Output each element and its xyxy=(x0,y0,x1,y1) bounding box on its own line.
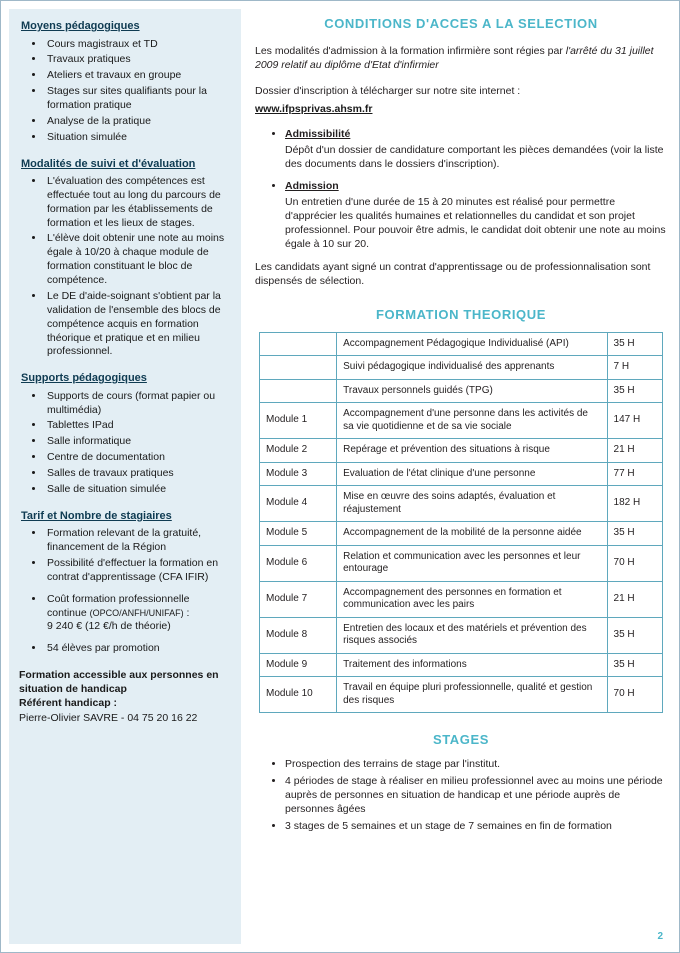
list-item: • Situation simulée xyxy=(45,131,231,145)
modalites-text: Les modalités d'admission à la formation infirmière sont régies par xyxy=(255,45,566,58)
table-row xyxy=(260,617,663,653)
list-stages xyxy=(255,757,667,833)
cell-heures: 70 H xyxy=(607,545,662,581)
cell-module: Module 8 xyxy=(260,617,337,653)
cell-heures: 21 H xyxy=(607,581,662,617)
cout-valeur: 9 240 € (12 €/h de théorie) xyxy=(47,620,171,633)
cell-libelle: Travaux personnels guidés (TPG) xyxy=(337,379,607,403)
cell-libelle: Repérage et prévention des situations à risque xyxy=(337,439,607,463)
dossier-label: Dossier d'inscription à télécharger sur notre site internet : xyxy=(255,84,521,97)
cell-libelle: Evaluation de l'état clinique d'une personne xyxy=(337,462,607,486)
list-item-admissibilite xyxy=(285,127,667,171)
cell-heures: 35 H xyxy=(607,617,662,653)
cell-heures: 21 H xyxy=(607,439,662,463)
handicap-referent-contact: Pierre-Olivier SAVRE - 04 75 20 16 22 xyxy=(19,711,198,724)
cell-libelle: Accompagnement d'une personne dans les activités de sa vie quotidienne et de sa vie sociale xyxy=(337,403,607,439)
cell-heures: 35 H xyxy=(607,379,662,403)
cell-libelle: Mise en œuvre des soins adaptés, évaluation et réajustement xyxy=(337,486,607,522)
table-row xyxy=(260,332,663,356)
list-item: • Analyse de la pratique xyxy=(45,115,231,129)
label-admission: Admission xyxy=(285,179,339,192)
handicap-block xyxy=(19,668,231,725)
cell-heures: 70 H xyxy=(607,677,662,713)
paragraph-modalites-admission xyxy=(255,44,667,72)
list-item: • Cours magistraux et TD xyxy=(45,38,231,52)
cell-heures: 147 H xyxy=(607,403,662,439)
cell-heures: 35 H xyxy=(607,653,662,677)
heading-supports-pedagogiques: Supports pédagogiques xyxy=(21,372,147,385)
list-moyens-pedagogiques xyxy=(19,38,231,145)
cell-module: Module 1 xyxy=(260,403,337,439)
list-item-admission xyxy=(285,179,667,251)
cell-libelle: Entretien des locaux et des matériels et prévention des risques associés xyxy=(337,617,607,653)
cell-libelle: Travail en équipe pluri professionnelle, qualité et gestion des risques xyxy=(337,677,607,713)
handicap-referent-label: Référent handicap : xyxy=(19,697,118,710)
title-stages: STAGES xyxy=(432,732,490,748)
list-item: • Supports de cours (format papier ou multimédia) xyxy=(45,390,231,418)
table-row xyxy=(260,677,663,713)
cell-module xyxy=(260,332,337,356)
site-web-link[interactable]: www.ifpsprivas.ahsm.fr xyxy=(255,102,373,115)
table-row xyxy=(260,439,663,463)
cell-module: Module 2 xyxy=(260,439,337,463)
list-item: • Prospection des terrains de stage par l'institut. xyxy=(285,757,667,771)
list-item: • Salle de situation simulée xyxy=(45,483,231,497)
list-item: • 4 périodes de stage à réaliser en milieu professionnel avec au moins une période auprès de personnes en situation de handicap et une période auprès de personnes âgées xyxy=(285,774,667,816)
list-item: • Le DE d'aide-soignant s'obtient par la validation de l'ensemble des blocs de compétence acquis en formation théorique et pratique et en milieu professionnel. xyxy=(45,290,231,359)
paragraph-apprentissage: Les candidats ayant signé un contrat d'apprentissage ou de professionnalisation sont dispensés de sélection. xyxy=(255,261,651,288)
cell-libelle: Accompagnement des personnes en formation et communication avec les pairs xyxy=(337,581,607,617)
page-body xyxy=(1,1,679,952)
list-item: • Possibilité d'effectuer la formation en contrat d'apprentissage (CFA IFIR) xyxy=(45,557,231,585)
cell-module xyxy=(260,379,337,403)
list-item: • L'élève doit obtenir une note au moins égale à 10/20 à chaque module de formation constituant le bloc de compétence. xyxy=(45,232,231,287)
heading-modalites-suivi: Modalités de suivi et d'évaluation xyxy=(21,157,196,170)
modalites-arrete: l'arrêté du 31 juillet 2009 relatif au diplôme d'Etat d'infirmier xyxy=(255,45,654,72)
list-item: • Salles de travaux pratiques xyxy=(45,467,231,481)
list-item: • Stages sur sites qualifiants pour la formation pratique xyxy=(45,85,231,113)
list-item: • Salle informatique xyxy=(45,435,231,449)
cell-heures: 7 H xyxy=(607,356,662,380)
cell-module: Module 4 xyxy=(260,486,337,522)
cell-libelle: Suivi pédagogique individualisé des apprenants xyxy=(337,356,607,380)
table-row xyxy=(260,522,663,546)
table-row xyxy=(260,356,663,380)
cell-libelle: Accompagnement Pédagogique Individualisé (API) xyxy=(337,332,607,356)
cell-libelle: Accompagnement de la mobilité de la personne aidée xyxy=(337,522,607,546)
title-conditions-acces: CONDITIONS D'ACCES A LA SELECTION xyxy=(324,16,598,31)
table-row xyxy=(260,462,663,486)
cell-heures: 77 H xyxy=(607,462,662,486)
list-item: • L'évaluation des compétences est effectuée tout au long du parcours de formation par les établissements de formation et les lieux de stages. xyxy=(45,175,231,230)
list-item-eleves: • 54 élèves par promotion xyxy=(45,642,231,656)
cell-module: Module 6 xyxy=(260,545,337,581)
title-formation-theorique: FORMATION THEORIQUE xyxy=(375,307,547,323)
cell-libelle: Traitement des informations xyxy=(337,653,607,677)
left-sidebar xyxy=(9,9,241,944)
list-item: • Centre de documentation xyxy=(45,451,231,465)
table-row xyxy=(260,581,663,617)
cell-libelle: Relation et communication avec les personnes et leur entourage xyxy=(337,545,607,581)
list-item: • Tablettes IPad xyxy=(45,419,231,433)
text-admissibilite: Dépôt d'un dossier de candidature comportant les pièces demandées (voir la liste des documents dans le dossiers d'inscription). xyxy=(285,143,664,170)
heading-moyens-pedagogiques: Moyens pédagogiques xyxy=(21,20,140,32)
main-content xyxy=(241,9,669,944)
list-item: • 3 stages de 5 semaines et un stage de 7 semaines en fin de formation xyxy=(285,819,667,833)
table-row xyxy=(260,653,663,677)
cell-module: Module 7 xyxy=(260,581,337,617)
cell-heures: 35 H xyxy=(607,332,662,356)
cell-module: Module 3 xyxy=(260,462,337,486)
handicap-accessibilite: Formation accessible aux personnes en situation de handicap xyxy=(19,669,219,696)
table-row xyxy=(260,545,663,581)
cell-module: Module 10 xyxy=(260,677,337,713)
list-item: • Ateliers et travaux en groupe xyxy=(45,69,231,83)
page-number: 2 xyxy=(657,931,663,942)
list-modalites-suivi xyxy=(19,175,231,359)
cout-financeurs: (OPCO/ANFH/UNIFAF) xyxy=(89,607,184,618)
cell-heures: 35 H xyxy=(607,522,662,546)
cout-colon: : xyxy=(183,606,190,619)
table-formation-theorique xyxy=(259,332,663,714)
paragraph-dossier xyxy=(255,84,667,98)
table-row xyxy=(260,379,663,403)
text-admission: Un entretien d'une durée de 15 à 20 minutes est réalisé pour permettre d'apprécier les qualités humaines et relationnelles du candidat et son projet professionnel. Pour pouvoir être admis, le candidat doit obtenir une note au moins égale à 10 sur 20. xyxy=(285,195,666,251)
cell-heures: 182 H xyxy=(607,486,662,522)
table-row xyxy=(260,486,663,522)
list-supports-pedagogiques xyxy=(19,390,231,497)
label-admissibilite: Admissibilité xyxy=(285,127,351,140)
list-selection-etapes xyxy=(255,127,667,252)
table-row xyxy=(260,403,663,439)
paragraph-site-link xyxy=(255,102,667,116)
cout-label: Coût formation professionnelle continue xyxy=(47,592,190,619)
list-tarif-stagiaires xyxy=(19,527,231,656)
list-item: • Formation relevant de la gratuité, financement de la Région xyxy=(45,527,231,555)
cell-module: Module 9 xyxy=(260,653,337,677)
cell-module xyxy=(260,356,337,380)
cell-module: Module 5 xyxy=(260,522,337,546)
list-item: • Travaux pratiques xyxy=(45,53,231,67)
heading-tarif-stagiaires: Tarif et Nombre de stagiaires xyxy=(21,509,172,522)
list-item-cout xyxy=(45,593,231,635)
